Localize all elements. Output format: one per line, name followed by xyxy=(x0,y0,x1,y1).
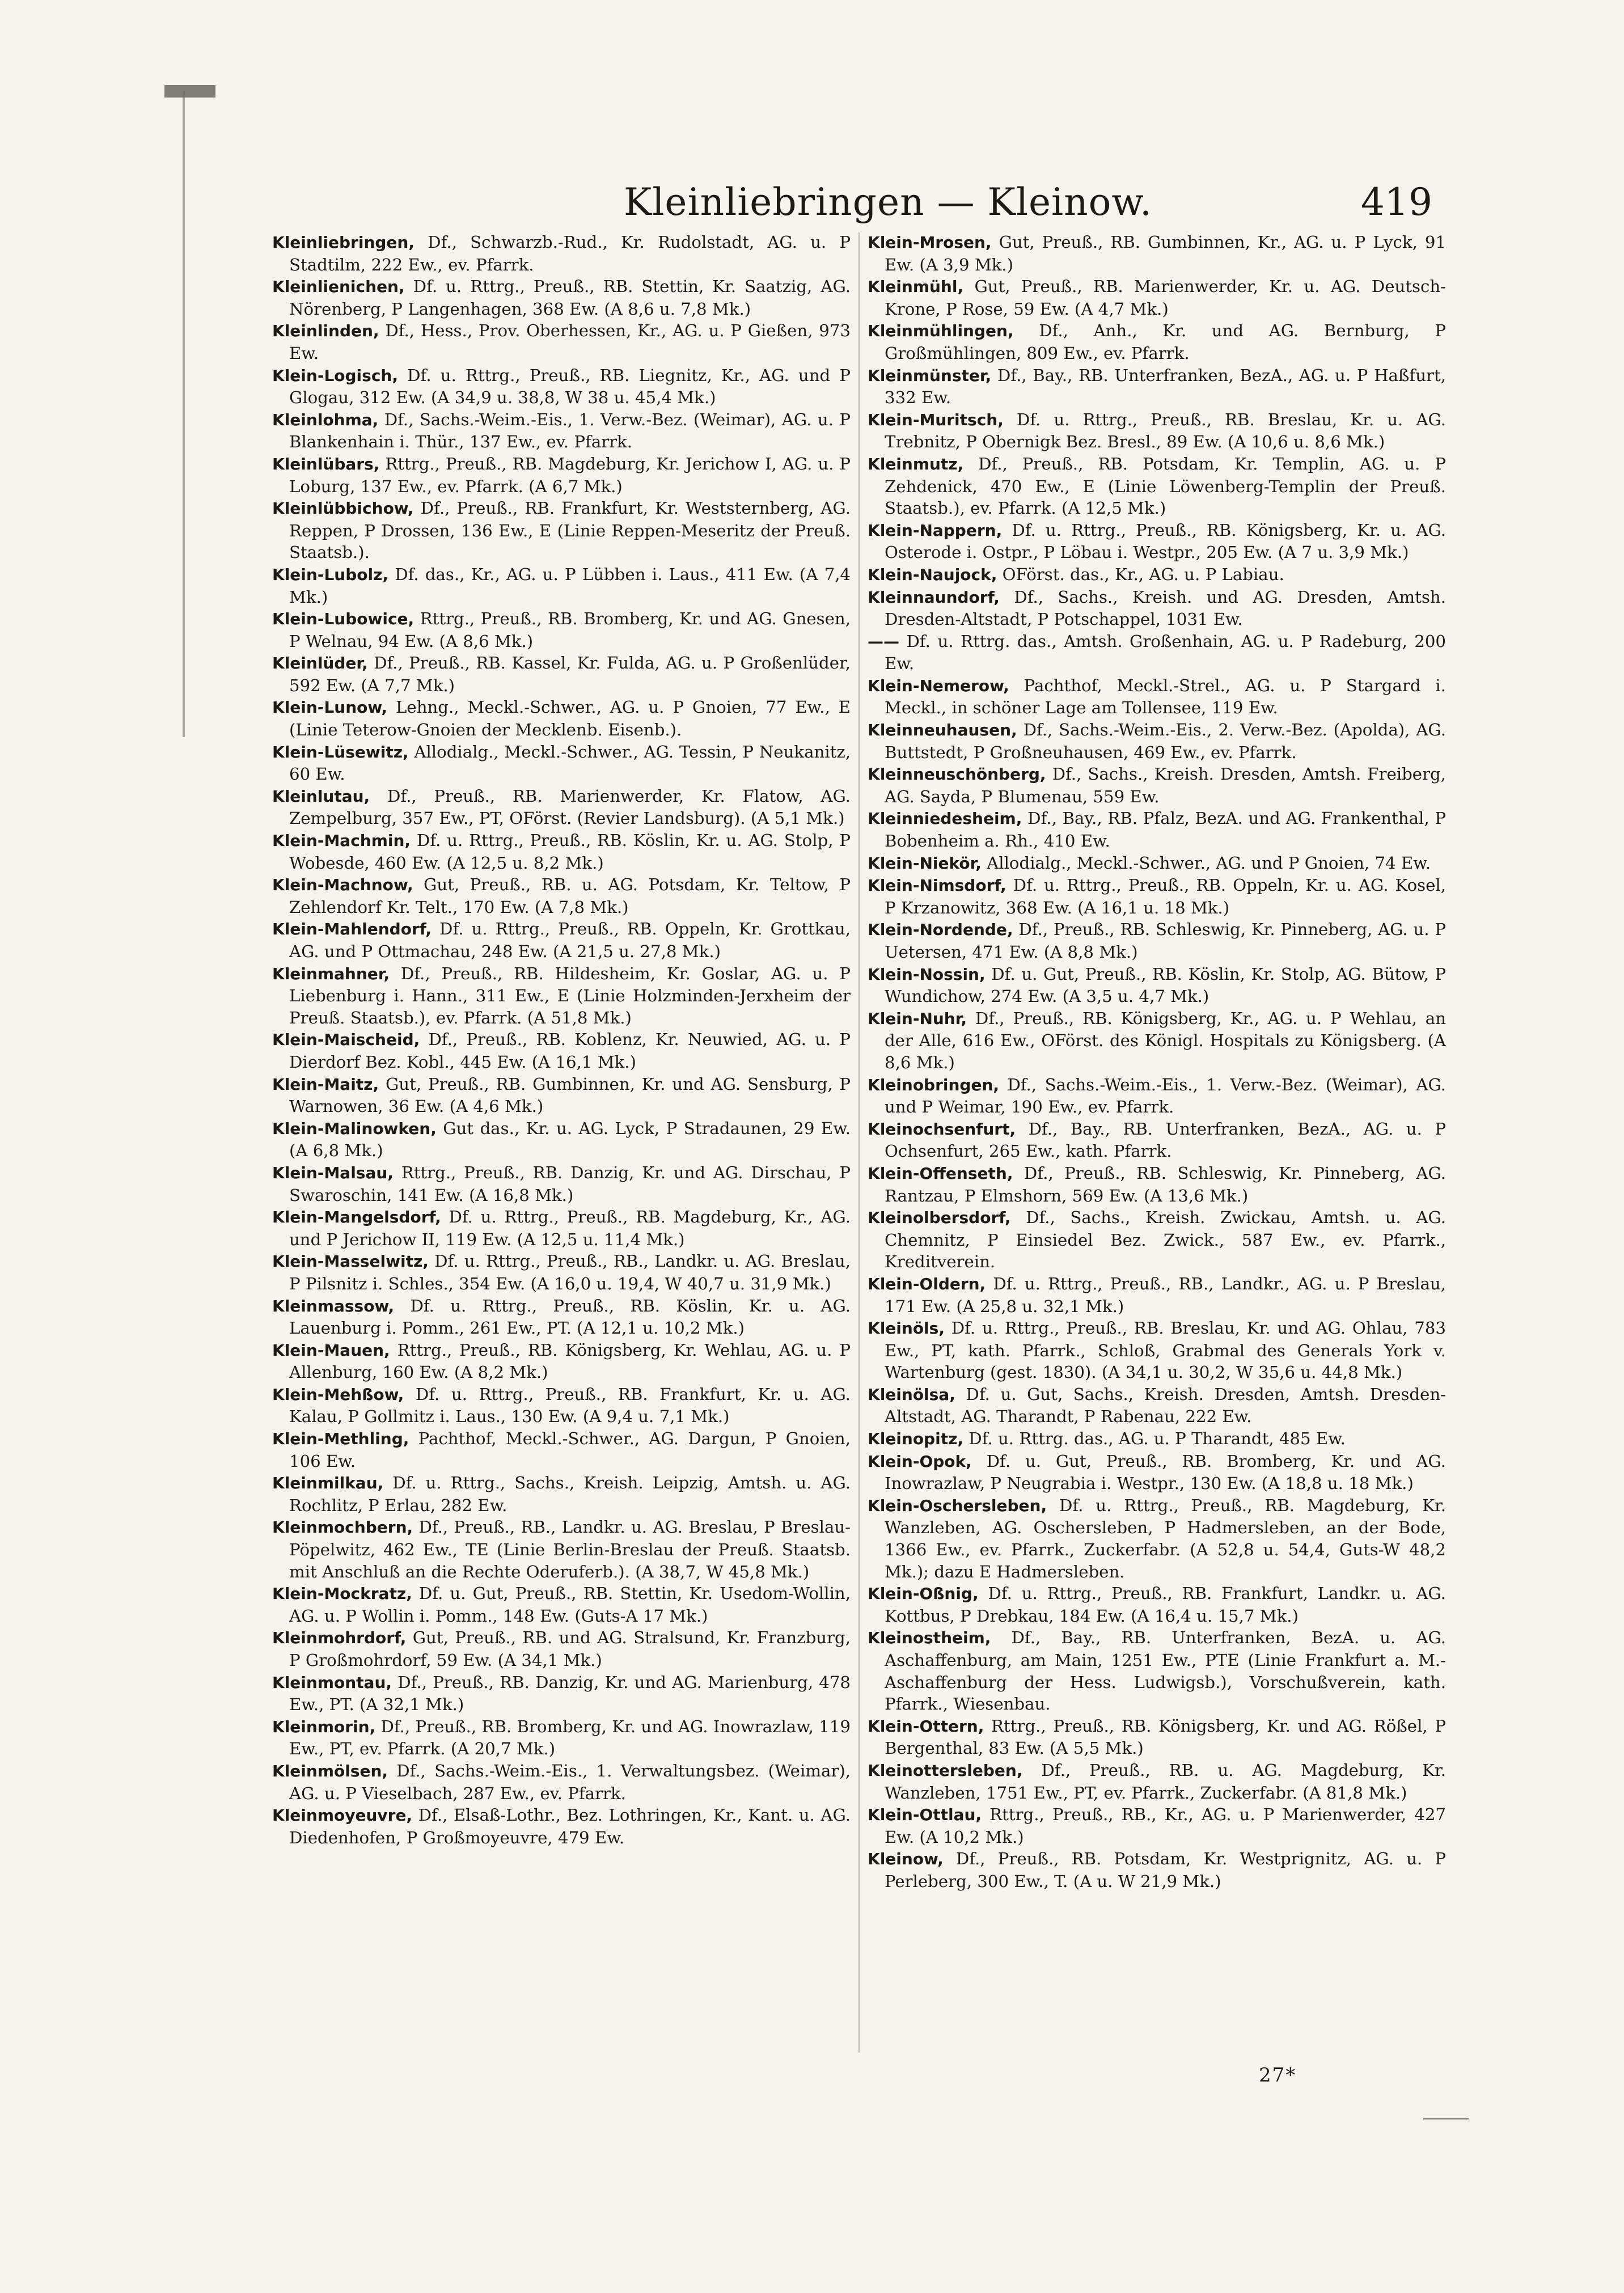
entry-headword: Klein-Nossin, xyxy=(868,964,986,984)
entry-text: Df., Hess., Prov. Oberhessen, Kr., AG. u. P Gießen, 973 Ew. xyxy=(289,321,851,363)
entry-headword: Klein-Lubolz, xyxy=(272,565,389,584)
entry-text: Allodialg., Meckl.-Schwer., AG. Tessin, P Neukanitz, 60 Ew. xyxy=(289,742,851,784)
entry-text: Df. u. Gut, Sachs., Kreish. Dresden, Amtsh. Dresden-Altstadt, AG. Tharandt, P Rabenau, 222 Ew. xyxy=(885,1384,1446,1427)
entry-text: Df. u. Rttrg., Preuß., RB. Breslau, Kr. u. AG. Trebnitz, P Obernigk Bez. Bresl., 89 Ew. (A 10,6 u. 8,6 Mk.) xyxy=(885,409,1446,452)
entry-headword: Kleinmünster, xyxy=(868,366,992,385)
entry-text: Df. u. Rttrg. das., AG. u. P Tharandt, 485 Ew. xyxy=(963,1429,1346,1449)
entry-headword: Kleinlinden, xyxy=(272,321,379,341)
entry-headword: Klein-Nuhr, xyxy=(868,1009,967,1028)
entry-headword: Kleinmoyeuvre, xyxy=(272,1806,413,1825)
entry-headword: Kleinneuhausen, xyxy=(868,721,1017,740)
entry-text: Pachthof, Meckl.-Schwer., AG. Dargun, P Gnoien, 106 Ew. xyxy=(289,1429,851,1471)
gazetteer-entry xyxy=(868,1715,1446,1759)
entry-text: Df. u. Rttrg., Preuß., RB. Stettin, Kr. Saatzig, AG. Nörenberg, P Langenhagen, 368 Ew. (A 8,6 u. 7,8 Mk.) xyxy=(289,277,851,319)
entry-text: Gut, Preuß., RB. Marienwerder, Kr. u. AG. Deutsch-Krone, P Rose, 59 Ew. (A 4,7 Mk.) xyxy=(885,277,1446,319)
page-header-title: Kleinliebringen — Kleinow. xyxy=(624,180,1153,224)
entry-text: Df., Sachs.-Weim.-Eis., 2. Verw.-Bez. (Apolda), AG. Buttstedt, P Großneuhausen, 469 Ew., ev. Pfarrk. xyxy=(885,720,1446,762)
entry-text: Df., Sachs.-Weim.-Eis., 1. Verw.-Bez. (Weimar), AG. u. P Blankenhain i. Thür., 137 Ew., ev. Pfarrk. xyxy=(289,409,851,452)
gazetteer-entry xyxy=(868,1495,1446,1583)
entry-headword: Klein-Mahlendorf, xyxy=(272,920,432,939)
gazetteer-entry xyxy=(868,807,1446,852)
gazetteer-entry xyxy=(868,1627,1446,1715)
entry-text: Df. u. Rttrg., Preuß., RB. Liegnitz, Kr., AG. und P Glogau, 312 Ew. (A 34,9 u. 38,8, W 38 u. 45,4 Mk.) xyxy=(289,365,851,408)
gazetteer-entry xyxy=(272,918,851,962)
gazetteer-entry xyxy=(272,1804,851,1848)
entry-headword: Kleinmohrdorf, xyxy=(272,1628,407,1648)
entry-headword: Klein-Nappern, xyxy=(868,521,1003,540)
gazetteer-entry xyxy=(272,1295,851,1339)
gazetteer-entry xyxy=(868,276,1446,320)
entry-text: Df., Preuß., RB. Potsdam, Kr. Westprignitz, AG. u. P Perleberg, 300 Ew., T. (A u. W 21,9 Mk.) xyxy=(885,1849,1446,1891)
entry-headword: Kleinopitz, xyxy=(868,1429,964,1449)
entry-headword: Kleinlüder, xyxy=(272,654,368,673)
entry-text: Df., Schwarzb.-Rud., Kr. Rudolstadt, AG. u. P Stadtilm, 222 Ew., ev. Pfarrk. xyxy=(289,232,851,274)
entry-text: Df. u. Rttrg., Preuß., RB. Magdeburg, Kr., AG. und P Jerichow II, 119 Ew. (A 12,5 u. 11,4 Mk.) xyxy=(289,1207,851,1249)
entry-headword: Kleinmochbern, xyxy=(272,1518,413,1537)
entry-headword: Klein-Niekör, xyxy=(868,853,982,873)
gazetteer-entry xyxy=(868,1074,1446,1118)
gazetteer-entry xyxy=(272,1716,851,1760)
gazetteer-entry xyxy=(868,1848,1446,1892)
gazetteer-entry xyxy=(868,409,1446,453)
entry-text: Rttrg., Preuß., RB., Kr., AG. u. P Marienwerder, 427 Ew. (A 10,2 Mk.) xyxy=(885,1805,1446,1847)
gazetteer-entry xyxy=(272,1428,851,1472)
entry-text: Lehng., Meckl.-Schwer., AG. u. P Gnoien, 77 Ew., E (Linie Teterow-Gnoien der Mecklenb. Eisenb.). xyxy=(289,697,851,740)
entry-text: Df., Bay., RB. Unterfranken, BezA., AG. u. P Ochsenfurt, 265 Ew., kath. Pfarrk. xyxy=(885,1119,1446,1161)
entry-headword: Kleinochsenfurt, xyxy=(868,1119,1016,1139)
entry-text: Df. u. Rttrg., Preuß., RB. Frankfurt, Landkr. u. AG. Kottbus, P Drebkau, 184 Ew. (A 16,4 u. 15,7 Mk.) xyxy=(885,1584,1446,1626)
entry-headword: —— xyxy=(868,632,899,651)
tail-rule xyxy=(1423,2118,1469,2119)
gazetteer-entry xyxy=(868,1118,1446,1162)
entry-headword: Klein-Mauen, xyxy=(272,1340,390,1360)
gazetteer-entry xyxy=(272,1250,851,1294)
gazetteer-entry xyxy=(272,276,851,320)
gazetteer-entry xyxy=(868,1162,1446,1207)
gazetteer-entry xyxy=(868,852,1446,875)
gazetteer-entry xyxy=(868,320,1446,364)
gazetteer-entry xyxy=(272,1627,851,1671)
entry-text: Rttrg., Preuß., RB. Königsberg, Kr. und AG. Rößel, P Bergenthal, 83 Ew. (A 5,5 Mk.) xyxy=(885,1716,1446,1758)
entry-text: Df. u. Rttrg., Preuß., RB. Magdeburg, Kr. Wanzleben, AG. Oschersleben, P Hadmersleben, an der Bode, 1366 Ew., ev. Pfarrk., Zuckerfabr. (A 52,8 u. 54,4, Guts-W 48,2 Mk.); dazu E Hadmersleben. xyxy=(885,1495,1446,1581)
entry-text: Pachthof, Meckl.-Strel., AG. u. P Stargard i. Meckl., in schöner Lage am Tollensee, 119 Ew. xyxy=(885,675,1446,718)
entry-headword: Klein-Offenseth, xyxy=(868,1164,1013,1183)
entry-text: Rttrg., Preuß., RB. Bromberg, Kr. und AG. Gnesen, P Welnau, 94 Ew. (A 8,6 Mk.) xyxy=(289,609,851,651)
gazetteer-entry xyxy=(272,1029,851,1073)
gazetteer-entry xyxy=(272,830,851,874)
entry-text: Df., Preuß., RB. Königsberg, Kr., AG. u. P Wehlau, an der Alle, 616 Ew., OFörst. des Königl. Hospitals zu Königsberg. (A 8,6 Mk.) xyxy=(885,1008,1446,1072)
entry-text: Rttrg., Preuß., RB. Magdeburg, Kr. Jerichow I, AG. u. P Loburg, 137 Ew., ev. Pfarrk. (A 6,7 Mk.) xyxy=(289,454,851,496)
gazetteer-entry xyxy=(272,1384,851,1428)
gazetteer-entry xyxy=(868,631,1446,675)
entry-text: Df. u. Gut, Preuß., RB. Bromberg, Kr. und AG. Inowrazlaw, P Neugrabia i. Westpr., 130 Ew. (A 18,8 u. 18 Mk.) xyxy=(885,1451,1446,1494)
gazetteer-entry xyxy=(868,763,1446,807)
entry-headword: Kleinlübbichow, xyxy=(272,499,414,518)
entry-text: Df. u. Rttrg., Preuß., RB. Breslau, Kr. und AG. Ohlau, 783 Ew., PT, kath. Pfarrk., Schloß, Grabmal des Generals York v. Wartenburg (gest. 1830). (A 34,1 u. 30,2, W 35,6 u. 44,8 Mk.) xyxy=(885,1318,1446,1382)
gazetteer-entry xyxy=(272,1162,851,1206)
entry-text: Df., Anh., Kr. und AG. Bernburg, P Großmühlingen, 809 Ew., ev. Pfarrk. xyxy=(885,321,1446,363)
entry-headword: Klein-Masselwitz, xyxy=(272,1252,429,1271)
entry-headword: Klein-Oschersleben, xyxy=(868,1496,1047,1515)
entry-headword: Kleinmutz, xyxy=(868,454,964,473)
gazetteer-entry xyxy=(272,1073,851,1118)
entry-headword: Kleinölsa, xyxy=(868,1385,955,1404)
entry-text: Gut, Preuß., RB. Gumbinnen, Kr., AG. u. P Lyck, 91 Ew. (A 3,9 Mk.) xyxy=(885,232,1446,274)
entry-text: Df., Bay., RB. Unterfranken, BezA., AG. u. P Haßfurt, 332 Ew. xyxy=(885,365,1446,408)
entry-headword: Kleinow, xyxy=(868,1850,944,1869)
entry-headword: Kleinöls, xyxy=(868,1319,945,1338)
left-column xyxy=(272,231,851,2193)
entry-text: Df., Preuß., RB., Landkr. u. AG. Breslau, P Breslau-Pöpelwitz, 462 Ew., TE (Linie Berlin-Breslau der Preuß. Staatsb. mit Anschluß an die Rechte Oderuferb.). (A 38,7, W 45,8 Mk.) xyxy=(289,1517,851,1581)
entry-text: Df., Sachs.-Weim.-Eis., 1. Verw.-Bez. (Weimar), AG. und P Weimar, 190 Ew., ev. Pfarrk. xyxy=(885,1074,1446,1117)
entry-text: OFörst. das., Kr., AG. u. P Labiau. xyxy=(997,564,1284,584)
gazetteer-entry xyxy=(868,1450,1446,1495)
gazetteer-entry xyxy=(272,453,851,497)
right-column xyxy=(868,231,1446,2193)
entry-headword: Klein-Maitz, xyxy=(272,1074,379,1094)
scan-mark xyxy=(164,85,215,98)
entry-text: Rttrg., Preuß., RB. Königsberg, Kr. Wehlau, AG. u. P Allenburg, 160 Ew. (A 8,2 Mk.) xyxy=(289,1340,851,1382)
entry-headword: Kleinmölsen, xyxy=(272,1761,388,1780)
entry-text: Df., Sachs.-Weim.-Eis., 1. Verwaltungsbez. (Weimar), AG. u. P Vieselbach, 287 Ew., ev. Pfarrk. xyxy=(289,1761,851,1803)
gazetteer-entry xyxy=(272,1672,851,1716)
entry-text: Df. u. Gut, Preuß., RB. Köslin, Kr. Stolp, AG. Bütow, P Wundichow, 274 Ew. (A 3,5 u. 4,7 Mk.) xyxy=(885,964,1446,1006)
entry-headword: Klein-Machmin, xyxy=(272,831,411,851)
gazetteer-entry xyxy=(868,231,1446,276)
entry-text: Df., Bay., RB. Pfalz, BezA. und AG. Frankenthal, P Bobenheim a. Rh., 410 Ew. xyxy=(885,809,1446,851)
entry-text: Df., Preuß., RB. Hildesheim, Kr. Goslar, AG. u. P Liebenburg i. Hann., 311 Ew., E (Linie Holzminden-Jerxheim der Preuß. Staatsb.), ev. Pfarrk. (A 51,8 Mk.) xyxy=(289,963,851,1027)
entry-headword: Klein-Lüsewitz, xyxy=(272,742,409,761)
entry-headword: Kleinlutau, xyxy=(272,786,370,806)
gazetteer-entry xyxy=(272,1516,851,1583)
entry-text: Df., Preuß., RB. u. AG. Magdeburg, Kr. Wanzleben, 1751 Ew., PT, ev. Pfarrk., Zuckerfabr. (A 81,8 Mk.) xyxy=(885,1760,1446,1803)
gazetteer-entry xyxy=(272,785,851,830)
entry-headword: Klein-Mangelsdorf, xyxy=(272,1208,441,1227)
entry-headword: Klein-Ottern, xyxy=(868,1716,984,1736)
entry-headword: Klein-Nemerow, xyxy=(868,676,1009,695)
entry-text: Df., Preuß., RB. Koblenz, Kr. Neuwied, AG. u. P Dierdorf Bez. Kobl., 445 Ew. (A 16,1 Mk.) xyxy=(289,1030,851,1072)
entry-headword: Klein-Oßnig, xyxy=(868,1584,979,1604)
entry-headword: Klein-Mrosen, xyxy=(868,233,992,252)
gazetteer-entry xyxy=(868,919,1446,963)
entry-headword: Klein-Mehßow, xyxy=(272,1385,404,1404)
entry-text: Df. u. Rttrg., Preuß., RB. Köslin, Kr. u. AG. Stolp, P Wobesde, 460 Ew. (A 12,5 u. 8,2 Mk.) xyxy=(289,831,851,873)
entry-headword: Kleinlienichen, xyxy=(272,277,405,297)
gazetteer-entry xyxy=(272,608,851,652)
entry-text: Rttrg., Preuß., RB. Danzig, Kr. und AG. Dirschau, P Swaroschin, 141 Ew. (A 16,8 Mk.) xyxy=(289,1162,851,1205)
gazetteer-entry xyxy=(272,1206,851,1250)
entry-headword: Kleinolbersdorf, xyxy=(868,1208,1011,1228)
gazetteer-entry xyxy=(868,1384,1446,1428)
entry-text: Df. u. Rttrg., Preuß., RB., Landkr. u. AG. Breslau, P Pilsnitz i. Schles., 354 Ew. (A 16,0 u. 19,4, W 40,7 u. 31,9 Mk.) xyxy=(289,1251,851,1293)
gazetteer-entry xyxy=(272,409,851,453)
entry-headword: Kleinmilkau, xyxy=(272,1474,384,1493)
entry-headword: Klein-Ottlau, xyxy=(868,1805,982,1825)
entry-headword: Kleinmahner, xyxy=(272,964,390,983)
gazetteer-entry xyxy=(868,1583,1446,1627)
entry-text: Df. u. Rttrg., Preuß., RB. Oppeln, Kr. Grottkau, AG. und P Ottmachau, 248 Ew. (A 21,5 u. 27,8 Mk.) xyxy=(289,919,851,961)
entry-text: Df., Preuß., RB. Bromberg, Kr. und AG. Inowrazlaw, 119 Ew., PT, ev. Pfarrk. (A 20,7 Mk.) xyxy=(289,1716,851,1759)
gazetteer-entry xyxy=(868,519,1446,564)
page-number: 419 xyxy=(1361,180,1432,224)
entry-text: Df., Preuß., RB. Frankfurt, Kr. Weststernberg, AG. Reppen, P Drossen, 136 Ew., E (Linie Reppen-Meseritz der Preuß. Staatsb.). xyxy=(289,498,851,562)
entry-text: Df., Preuß., RB. Potsdam, Kr. Templin, AG. u. P Zehdenick, 470 Ew., E (Linie Löwenberg-Templin der Preuß. Staatsb.), ev. Pfarrk. (A 12,5 Mk.) xyxy=(885,454,1446,518)
gazetteer-entry xyxy=(272,696,851,741)
entry-headword: Kleinottersleben, xyxy=(868,1761,1023,1780)
entry-headword: Kleinlohma, xyxy=(272,410,379,429)
entry-text: Df., Sachs., Kreish. und AG. Dresden, Amtsh. Dresden-Altstadt, P Potschappel, 1031 Ew. xyxy=(885,587,1446,629)
entry-headword: Klein-Maischeid, xyxy=(272,1030,420,1050)
entry-text: Df. u. Rttrg., Sachs., Kreish. Leipzig, Amtsh. u. AG. Rochlitz, P Erlau, 282 Ew. xyxy=(289,1473,851,1515)
entry-headword: Kleinobringen, xyxy=(868,1075,1000,1094)
gazetteer-entry xyxy=(272,365,851,409)
entry-headword: Kleinmontau, xyxy=(272,1673,392,1692)
entry-headword: Kleinnaundorf, xyxy=(868,587,1000,607)
entry-text: Df., Preuß., RB. Schleswig, Kr. Pinneberg, AG. Rantzau, P Elmshorn, 569 Ew. (A 13,6 Mk.) xyxy=(885,1163,1446,1205)
signature-mark: 27* xyxy=(1259,2064,1297,2087)
gazetteer-entry xyxy=(272,320,851,364)
entry-headword: Klein-Opok, xyxy=(868,1452,972,1471)
gazetteer-entry xyxy=(868,1273,1446,1317)
entry-text: Df. das., Kr., AG. u. P Lübben i. Laus., 411 Ew. (A 7,4 Mk.) xyxy=(289,564,851,607)
gazetteer-entry xyxy=(868,675,1446,719)
gazetteer-entry xyxy=(272,1472,851,1516)
gazetteer-entry xyxy=(272,564,851,608)
entry-headword: Kleinneuschönberg, xyxy=(868,765,1046,784)
gazetteer-entry xyxy=(868,874,1446,919)
entry-headword: Kleinmühlingen, xyxy=(868,321,1014,341)
entry-headword: Klein-Nimsdorf, xyxy=(868,876,1006,895)
entry-headword: Klein-Naujock, xyxy=(868,565,997,584)
entry-headword: Klein-Malinowken, xyxy=(272,1119,437,1138)
gazetteer-entry xyxy=(868,586,1446,631)
entry-headword: Klein-Logisch, xyxy=(272,366,398,385)
entry-headword: Klein-Oldern, xyxy=(868,1274,986,1293)
entry-text: Df. u. Gut, Preuß., RB. Stettin, Kr. Usedom-Wollin, AG. u. P Wollin i. Pomm., 148 Ew. (Guts-A 17 Mk.) xyxy=(289,1584,851,1626)
entry-text: Df. u. Rttrg., Preuß., RB., Landkr., AG. u. P Breslau, 171 Ew. (A 25,8 u. 32,1 Mk.) xyxy=(885,1274,1446,1316)
gazetteer-entry xyxy=(868,1008,1446,1074)
entry-text: Df., Preuß., RB. Schleswig, Kr. Pinneberg, AG. u. P Uetersen, 471 Ew. (A 8,8 Mk.) xyxy=(885,920,1446,962)
gazetteer-entry xyxy=(272,963,851,1029)
entry-text: Allodialg., Meckl.-Schwer., AG. und P Gnoien, 74 Ew. xyxy=(981,853,1431,873)
gazetteer-entry xyxy=(272,874,851,918)
entry-text: Gut, Preuß., RB. u. AG. Potsdam, Kr. Teltow, P Zehlendorf Kr. Telt., 170 Ew. (A 7,8 Mk.) xyxy=(289,875,851,917)
gazetteer-entry xyxy=(272,741,851,785)
entry-text: Df., Preuß., RB. Kassel, Kr. Fulda, AG. u. P Großenlüder, 592 Ew. (A 7,7 Mk.) xyxy=(289,653,851,695)
entry-headword: Kleinostheim, xyxy=(868,1628,991,1648)
entry-headword: Kleinmorin, xyxy=(272,1717,376,1736)
gazetteer-entry xyxy=(272,1583,851,1627)
gazetteer-entry xyxy=(868,1207,1446,1273)
gazetteer-entry xyxy=(272,652,851,696)
entry-text: Df., Elsaß-Lothr., Bez. Lothringen, Kr., Kant. u. AG. Diedenhofen, P Großmoyeuvre, 479 Ew. xyxy=(289,1805,851,1847)
entry-headword: Kleinmühl, xyxy=(868,277,964,297)
gazetteer-entry xyxy=(272,1760,851,1804)
gazetteer-entry xyxy=(868,1804,1446,1848)
gazetteer-entry xyxy=(272,231,851,276)
gazetteer-entry xyxy=(868,365,1446,409)
gazetteer-entry xyxy=(272,1118,851,1162)
gazetteer-entry xyxy=(868,963,1446,1008)
entry-text: Df., Bay., RB. Unterfranken, BezA. u. AG. Aschaffenburg, am Main, 1251 Ew., PTE (Linie Frankfurt a. M.-Aschaffenburg der Hess. Ludwigsb.), Vorschußverein, kath. Pfarrk., Wiesenbau. xyxy=(885,1628,1446,1714)
entry-headword: Kleinmassow, xyxy=(272,1296,395,1315)
gazetteer-entry xyxy=(868,1759,1446,1804)
gazetteer-entry xyxy=(272,497,851,564)
entry-headword: Kleinniedesheim, xyxy=(868,809,1022,828)
entry-headword: Klein-Muritsch, xyxy=(868,410,1004,429)
entry-headword: Klein-Malsau, xyxy=(272,1163,394,1182)
entry-text: Gut das., Kr. u. AG. Lyck, P Stradaunen, 29 Ew. (A 6,8 Mk.) xyxy=(289,1118,851,1161)
entry-text: Df., Preuß., RB. Danzig, Kr. und AG. Marienburg, 478 Ew., PT. (A 32,1 Mk.) xyxy=(289,1672,851,1715)
entry-text: Df. u. Rttrg., Preuß., RB. Frankfurt, Kr. u. AG. Kalau, P Gollmitz i. Laus., 130 Ew. (A 9,4 u. 7,1 Mk.) xyxy=(289,1384,851,1427)
entry-text: Df., Sachs., Kreish. Dresden, Amtsh. Freiberg, AG. Sayda, P Blumenau, 559 Ew. xyxy=(885,764,1446,806)
entry-text: Df., Preuß., RB. Marienwerder, Kr. Flatow, AG. Zempelburg, 357 Ew., PT, OFörst. (Revier Landsburg). (A 5,1 Mk.) xyxy=(289,786,851,828)
entry-text: Gut, Preuß., RB. Gumbinnen, Kr. und AG. Sensburg, P Warnowen, 36 Ew. (A 4,6 Mk.) xyxy=(289,1074,851,1116)
entry-text: Df. u. Rttrg., Preuß., RB. Köslin, Kr. u. AG. Lauenburg i. Pomm., 261 Ew., PT. (A 12,1 u. 10,2 Mk.) xyxy=(289,1296,851,1338)
scan-edge-line xyxy=(183,91,185,737)
gazetteer-entry xyxy=(868,453,1446,519)
entry-text: Df. u. Rttrg. das., Amtsh. Großenhain, AG. u. P Radeburg, 200 Ew. xyxy=(885,631,1446,674)
gazetteer-entry xyxy=(868,1428,1446,1450)
entry-text: Gut, Preuß., RB. und AG. Stralsund, Kr. Franzburg, P Großmohrdorf, 59 Ew. (A 34,1 Mk.) xyxy=(289,1628,851,1670)
entry-headword: Klein-Methling, xyxy=(272,1429,409,1449)
gazetteer-entry xyxy=(272,1339,851,1384)
entry-headword: Klein-Nordende, xyxy=(868,920,1013,940)
entry-headword: Kleinliebringen, xyxy=(272,233,415,252)
entry-headword: Klein-Machnow, xyxy=(272,875,413,895)
entry-text: Df. u. Rttrg., Preuß., RB. Königsberg, Kr. u. AG. Osterode i. Ostpr., P Löbau i. Westpr., 205 Ew. (A 7 u. 3,9 Mk.) xyxy=(885,520,1446,562)
entry-text: Df., Sachs., Kreish. Zwickau, Amtsh. u. AG. Chemnitz, P Einsiedel Bez. Zwick., 587 Ew., ev. Pfarrk., Kreditverein. xyxy=(885,1208,1446,1272)
gazetteer-entry xyxy=(868,719,1446,763)
gazetteer-entry xyxy=(868,564,1446,586)
column-divider xyxy=(858,232,860,2053)
entry-text: Df. u. Rttrg., Preuß., RB. Oppeln, Kr. u. AG. Kosel, P Krzanowitz, 368 Ew. (A 16,1 u. 18 Mk.) xyxy=(885,875,1446,917)
entry-headword: Klein-Mockratz, xyxy=(272,1584,412,1604)
entry-headword: Klein-Lubowice, xyxy=(272,610,415,629)
gazetteer-entry xyxy=(868,1317,1446,1384)
entry-headword: Klein-Lunow, xyxy=(272,698,388,717)
entry-headword: Kleinlübars, xyxy=(272,454,380,473)
